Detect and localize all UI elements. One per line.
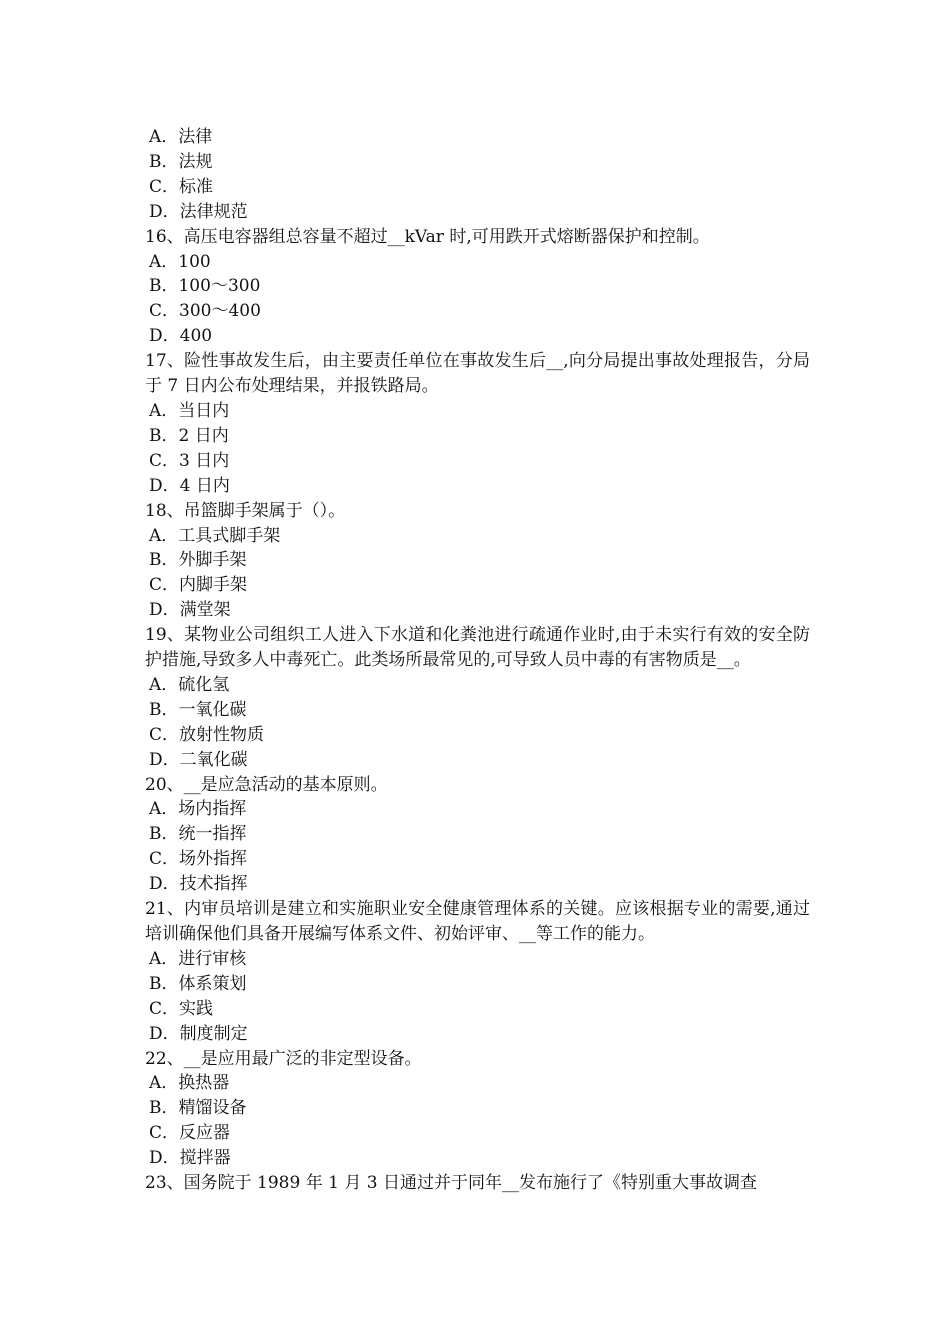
option-text: A．工具式脚手架 bbox=[149, 525, 281, 546]
option-text: A．100 bbox=[149, 251, 211, 272]
document-page bbox=[145, 125, 810, 1196]
option-text: D．制度制定 bbox=[149, 1023, 248, 1044]
question-text: 17、险性事故发生后，由主要责任单位在事故发生后__,向分局提出事故处理报告，分局于 7 日内公布处理结果，并报铁路局。 bbox=[145, 351, 810, 397]
option-text: A．当日内 bbox=[149, 400, 230, 421]
question-text: 23、国务院于 1989 年 1 月 3 日通过并于同年__发布施行了《特别重大事故调查 bbox=[145, 1173, 757, 1194]
option-text: B．统一指挥 bbox=[149, 824, 247, 845]
option-text: B．2 日内 bbox=[149, 425, 229, 446]
option-text: B．精馏设备 bbox=[149, 1098, 247, 1119]
option-text: D．4 日内 bbox=[149, 475, 230, 496]
option-text: D．法律规范 bbox=[149, 201, 248, 222]
question-text: 16、高压电容器组总容量不超过__kVar 时,可用跌开式熔断器保护和控制。 bbox=[145, 226, 710, 247]
option-text: D．搅拌器 bbox=[149, 1148, 231, 1169]
question-text: 20、__是应急活动的基本原则。 bbox=[145, 774, 388, 795]
option-text: A．场内指挥 bbox=[149, 799, 247, 820]
question-text: 22、__是应用最广泛的非定型设备。 bbox=[145, 1048, 422, 1069]
option-text: C．场外指挥 bbox=[149, 849, 248, 870]
option-text: B．100～300 bbox=[149, 276, 261, 297]
option-text: C．3 日内 bbox=[149, 450, 230, 471]
option-text: A．换热器 bbox=[149, 1073, 230, 1094]
option-text: A．进行审核 bbox=[149, 948, 247, 969]
option-text: A．法律 bbox=[149, 127, 213, 147]
option-text: B．法规 bbox=[149, 151, 213, 172]
question-text: 18、吊篮脚手架属于（）。 bbox=[145, 500, 346, 521]
option-text: C．内脚手架 bbox=[149, 575, 248, 596]
option-text: C．反应器 bbox=[149, 1123, 231, 1144]
option-text: D．400 bbox=[149, 326, 213, 347]
option-text: B．一氧化碳 bbox=[149, 699, 247, 720]
option-text: D．技术指挥 bbox=[149, 874, 248, 895]
option-text: A．硫化氢 bbox=[149, 674, 230, 695]
option-text: B．体系策划 bbox=[149, 973, 247, 994]
option-text: B．外脚手架 bbox=[149, 550, 247, 571]
option-text: C．实践 bbox=[149, 998, 214, 1019]
option-text: D．满堂架 bbox=[149, 600, 231, 621]
question-text: 21、内审员培训是建立和实施职业安全健康管理体系的关键。应该根据专业的需要,通过培训确保他们具备开展编写体系文件、初始评审、__等工作的能力。 bbox=[145, 899, 810, 944]
question-text: 19、某物业公司组织工人进入下水道和化粪池进行疏通作业时,由于未实行有效的安全防护措施,导致多人中毒死亡。此类场所最常见的,可导致人员中毒的有害物质是__。 bbox=[145, 625, 810, 671]
option-text: D．二氧化碳 bbox=[149, 749, 248, 770]
option-text: C．300～400 bbox=[149, 301, 261, 322]
option-text: C．放射性物质 bbox=[149, 724, 265, 745]
option-text: C．标准 bbox=[149, 176, 214, 197]
